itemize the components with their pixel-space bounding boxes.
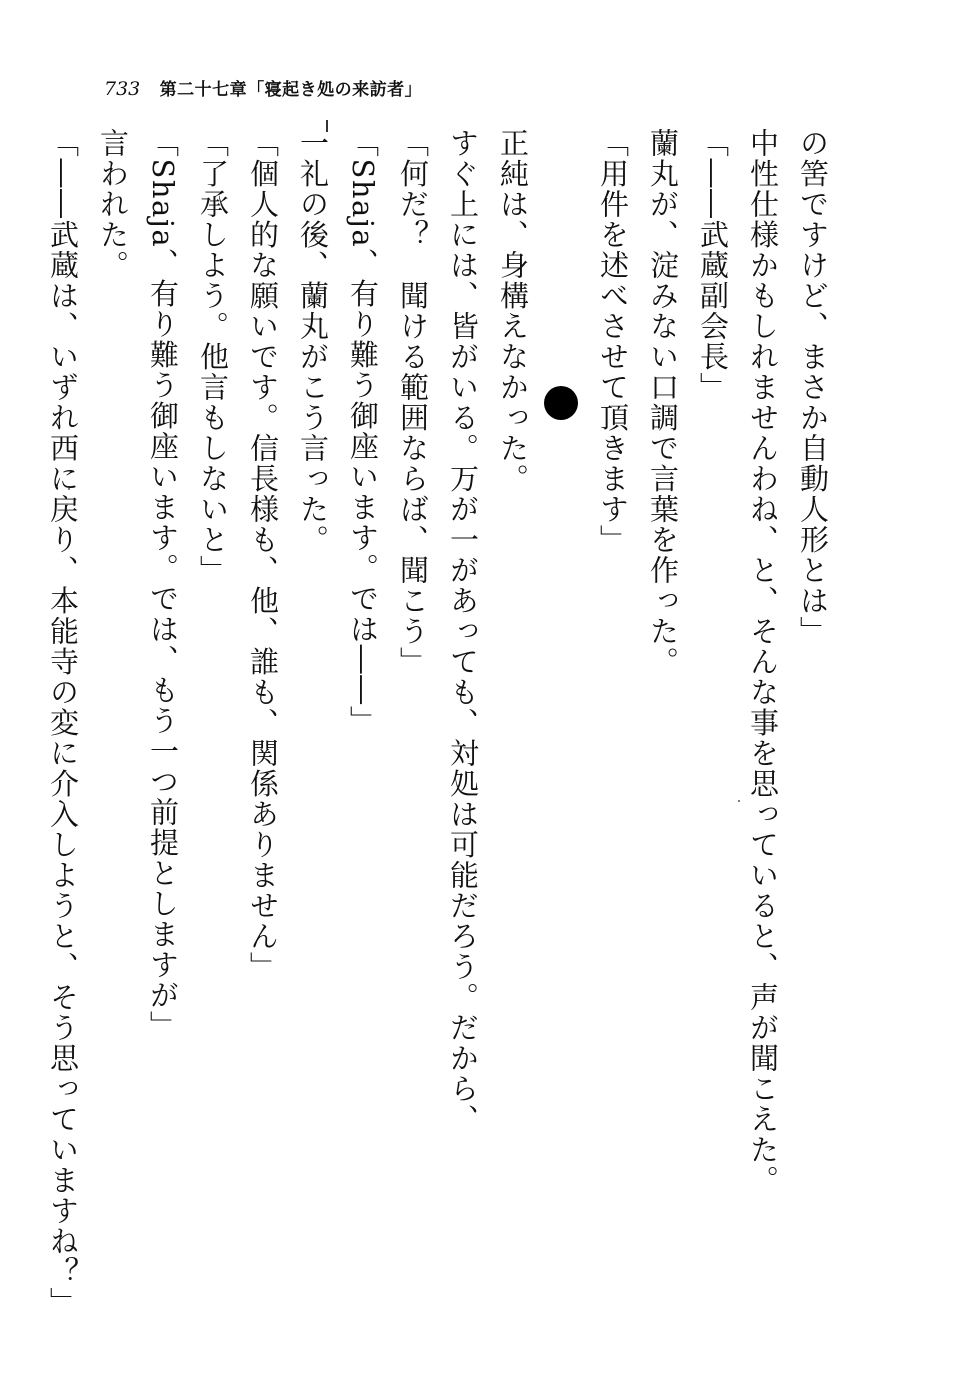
text-line: 「Shaja、有り難う御座います。では、もう一つ前提としますが」 — [146, 128, 180, 1042]
text-line: 「個人的な願いです。信長様も、他、誰も、関係ありません」 — [246, 128, 280, 982]
text-line: 中性仕様かもしれませんわね、と、そんな事を思っていると、声が聞こえた。 — [746, 128, 780, 1196]
section-break — [538, 128, 588, 1188]
body-text — [46, 128, 838, 1318]
text-line: 「――武蔵は、いずれ西に戻り、本能寺の変に介入しようと、そう思っていますね？」 — [46, 128, 80, 1318]
text-line: すぐ上には、皆がいる。万が一があっても、対処は可能だろう。だから、 — [446, 128, 480, 1135]
text-line: の筈ですけど、まさか自動人形とは」 — [796, 128, 830, 647]
text-line: 正純は、身構えなかった。 — [496, 128, 530, 494]
text-line: 「何だ？ 聞ける範囲ならば、聞こう」 — [396, 128, 430, 677]
text-line: 「了承しよう。他言もしないと」 — [196, 128, 230, 586]
text-line: 「用件を述べさせて頂きます」 — [596, 128, 630, 555]
text-line: 蘭丸が、淀みない口調で言葉を作った。 — [646, 128, 680, 677]
text-line: 「Shaja、有り難う御座います。では――」 — [346, 128, 380, 737]
chapter-title: 第二十七章「寝起き処の来訪者」 — [159, 80, 423, 100]
page-header — [104, 74, 422, 104]
text-line: 言われた。 — [96, 128, 130, 281]
text-line: 一礼の後、蘭丸がこう言った。 — [296, 128, 330, 555]
text-line: 「――武蔵副会長」 — [696, 128, 730, 403]
section-break-bullet-icon — [544, 386, 578, 420]
page-number: 733 — [104, 78, 141, 100]
